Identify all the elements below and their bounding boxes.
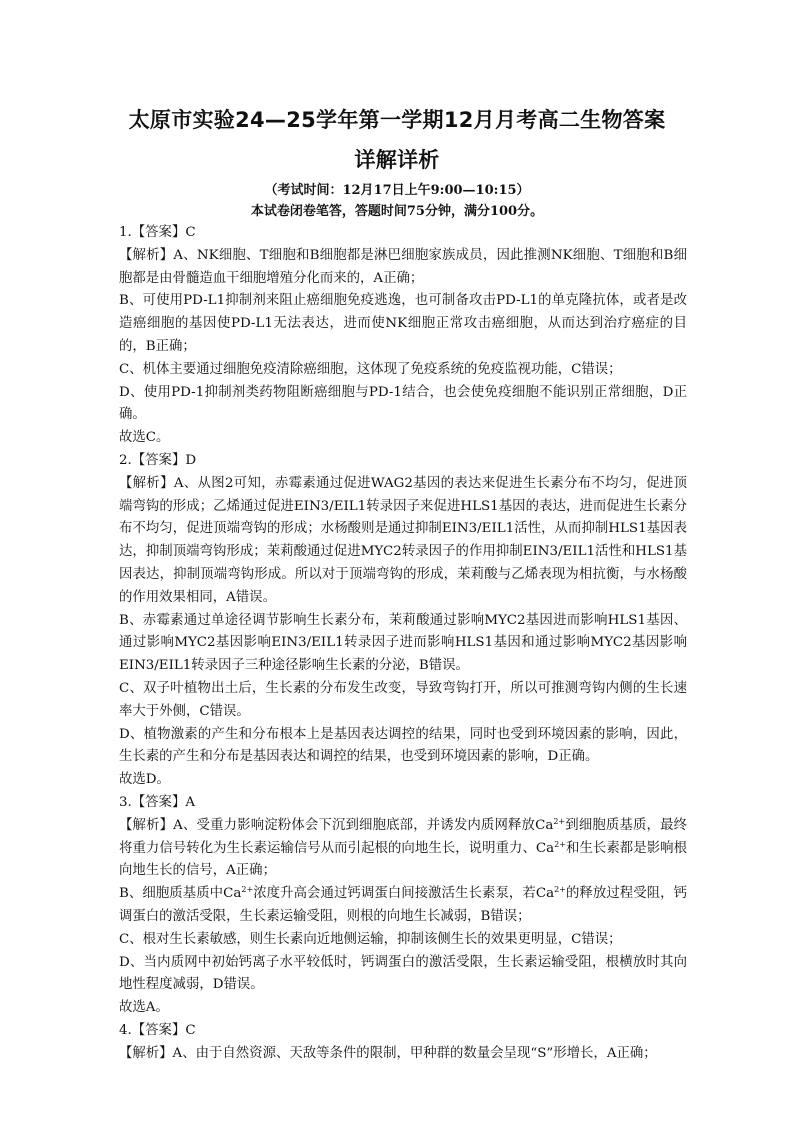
q3-analysis-a	[119, 815, 687, 883]
q3-analysis-d: D、当内质网中初始钙离子水平较低时，钙调蛋白的激活受限，生长素运输受阻，根横放时其向地性程度减弱，D错误。	[119, 954, 687, 993]
q1-analysis-a: 【解析】A、NK细胞、T细胞和B细胞都是淋巴细胞家族成员，因此推测NK细胞、T细胞和B细胞都是由骨髓造血干细胞增殖分化而来的，A正确；	[119, 247, 687, 286]
q3-a-text-3: 和生长素都是影响根向地生长的信号，A正确；	[119, 840, 687, 879]
q3-b-text-1: B、细胞质基质中Ca	[119, 886, 242, 902]
q4-analysis-a: 【解析】A、由于自然资源、天敌等条件的限制，甲种群的数量会呈现“S”形增长，A正确；	[119, 1045, 657, 1061]
q3-b-text-3: 的释放过程受阻，钙调蛋白的激活受限，生长素运输受阻，则根的向地生长减弱，B错误；	[119, 886, 687, 924]
q3-a-text-1: 【解析】A、受重力影响淀粉体会下沉到细胞底部，并诱发内质网释放Ca	[119, 817, 554, 833]
exam-note: 本试卷闭卷笔答，答题时间75分钟，满分100分。	[250, 204, 544, 219]
q2-conclusion: 故选D。	[119, 772, 170, 788]
exam-time: （考试时间：12月17日上午9:00—10:15）	[264, 183, 530, 198]
q2-analysis-a: 【解析】A、从图2可知，赤霉素通过促进WAG2基因的表达来促进生长素分布不均匀，促进顶端弯钩的形成；乙烯通过促进EIN3/EIL1转录因子来促进HLS1基因的表达，进而促进生长素分布不均匀，促进顶端弯钩的形成；水杨酸则是通过抑制EIN3/EIL1活性，从而抑制HLS1基因表达，抑制顶端弯钩形成；茉莉酸通过促进MYC2转录因子的作用抑制EIN3/EIL1活性和HLS1基因表达，抑制顶端弯钩形成。所以对于顶端弯钩的形成，茉莉酸与乙烯表现为相抗衡，与水杨酸的作用效果相同，A错误。	[119, 475, 687, 605]
q3-conclusion: 故选A。	[119, 1000, 169, 1016]
ion-charge-superscript: 2+	[554, 839, 566, 849]
q2-analysis-b: B、赤霉素通过单途径调节影响生长素分布，茉莉酸通过影响MYC2基因进而影响HLS1基因、通过影响MYC2基因影响EIN3/EIL1转录因子进而影响HLS1基因和通过影响MYC2基因影响EIN3/EIL1转录因子三种途径影响生长素的分泌，B错误。	[119, 612, 687, 674]
q3-answer: 3.【答案】A	[119, 794, 196, 810]
ion-charge-superscript: 2+	[241, 885, 254, 895]
q1-analysis-d: D、使用PD-1抑制剂类药物阻断癌细胞与PD-1结合，也会使免疫细胞不能识别正常细胞，D正确。	[119, 384, 687, 423]
q2-analysis-d: D、植物激素的产生和分布根本上是基因表达调控的结果，同时也受到环境因素的影响，因此，生长素的产生和分布是基因表达和调控的结果，也受到环境因素的影响，D正确。	[119, 726, 687, 765]
ion-charge-superscript: 2+	[553, 816, 566, 826]
q1-analysis-c: C、机体主要通过细胞免疫清除癌细胞，这体现了免疫系统的免疫监视功能，C错误；	[119, 361, 622, 377]
q3-b-text-2: 浓度升高会通过钙调蛋白间接激活生长素泵，若Ca	[253, 886, 555, 902]
document-title: 太原市实验24—25学年第一学期12月月考高二生物答案	[128, 108, 666, 132]
q4-answer: 4.【答案】C	[119, 1022, 196, 1038]
q1-analysis-b: B、可使用PD-L1抑制剂来阻止癌细胞免疫逃逸，也可制备攻击PD-L1的单克隆抗体，或者是改造癌细胞的基因使PD-L1无法表达，进而使NK细胞正常攻击癌细胞，从而达到治疗癌症的目的，B正确；	[119, 293, 687, 354]
q2-answer: 2.【答案】D	[119, 452, 197, 468]
q3-analysis-c: C、根对生长素敏感，则生长素向近地侧运输，抑制该侧生长的效果更明显，C错误；	[119, 931, 622, 947]
q3-analysis-b	[119, 883, 687, 929]
q1-answer: 1.【答案】C	[119, 225, 196, 240]
answer-body	[119, 222, 687, 1065]
q1-conclusion: 故选C。	[119, 430, 170, 446]
q2-analysis-c: C、双子叶植物出土后，生长素的分布发生改变，导致弯钩打开，所以可推测弯钩内侧的生长速率大于外侧，C错误。	[119, 680, 687, 719]
document-subtitle: 详解详析	[354, 148, 440, 172]
ion-charge-superscript: 2+	[554, 885, 566, 895]
q3-a-text-2: 到细胞质基质，最终将重力信号转化为生长素运输信号从而引起根的向地生长，说明重力、Ca	[119, 817, 688, 856]
